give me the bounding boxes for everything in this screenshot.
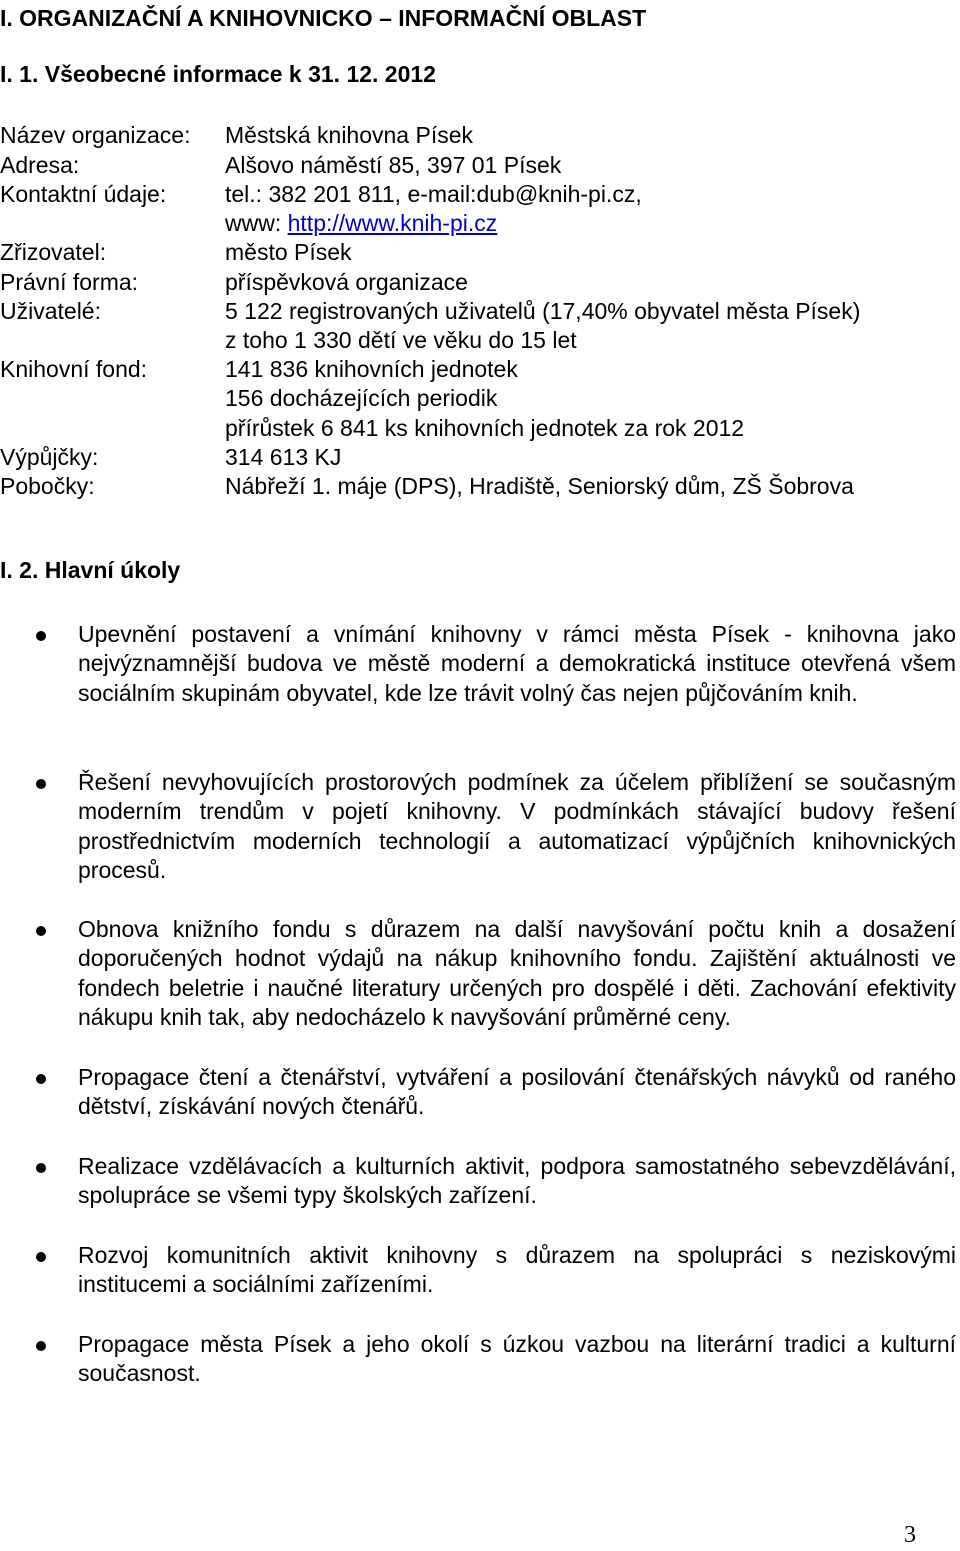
bullet-icon [36, 1074, 46, 1084]
bullet-icon [36, 779, 46, 789]
org-name-label: Název organizace: [0, 122, 191, 148]
task-text: Řešení nevyhovujících prostorových podmínek za účelem přiblížení se současným moderním trendům v pojetí knihovny. V podmínkách stávající budovy řešení prostřednictvím moderních technologií a automatizací výpůjčních knihovnických procesů. [78, 769, 956, 883]
task-text: Obnova knižního fondu s důrazem na další navyšování počtu knih a dosažení doporučených hodnot výdajů na nákup knihovního fondu. Zajištění aktuálnosti ve fondech beletrie i naučné literatury určených pro dospělé i děti. Zachování efektivity nákupu knih tak, aby nedocházelo k navyšování průměrné ceny. [78, 916, 956, 1030]
users-label: Uživatelé: [0, 298, 101, 324]
address-label: Adresa: [0, 152, 80, 178]
users-value-2: z toho 1 330 dětí ve věku do 15 let [225, 327, 577, 353]
bullet-icon [36, 1163, 46, 1173]
web-link[interactable]: http://www.knih-pi.cz [287, 210, 498, 236]
loans-label: Výpůjčky: [0, 444, 99, 470]
address-value: Alšovo náměstí 85, 397 01 Písek [225, 152, 562, 178]
web-prefix: www: [225, 210, 288, 236]
fund-value-1: 141 836 knihovních jednotek [225, 356, 518, 382]
founder-value: město Písek [225, 239, 352, 265]
branches-value: Nábřeží 1. máje (DPS), Hradiště, Seniorský dům, ZŠ Šobrova [225, 473, 854, 499]
legal-form-label: Právní forma: [0, 269, 139, 295]
fund-value-3: přírůstek 6 841 ks knihovních jednotek za rok 2012 [225, 415, 745, 441]
legal-form-value: příspěvková organizace [225, 269, 468, 295]
section-title: I. ORGANIZAČNÍ A KNIHOVNICKO – INFORMAČNÍ OBLAST [0, 5, 647, 31]
founder-label: Zřizovatel: [0, 239, 107, 265]
bullet-icon [36, 1341, 46, 1351]
loans-value: 314 613 KJ [225, 444, 342, 470]
contact-label: Kontaktní údaje: [0, 181, 167, 207]
page-number: 3 [904, 1522, 916, 1548]
task-text: Propagace města Písek a jeho okolí s úzkou vazbou na literární tradici a kulturní současnost. [78, 1331, 956, 1387]
task-text: Propagace čtení a čtenářství, vytváření a posilování čtenářských návyků od raného dětství, získávání nových čtenářů. [78, 1064, 956, 1120]
branches-label: Pobočky: [0, 473, 95, 499]
fund-label: Knihovní fond: [0, 356, 148, 382]
users-value-1: 5 122 registrovaných uživatelů (17,40% obyvatel města Písek) [225, 298, 861, 324]
bullet-icon [36, 631, 46, 641]
web-line [225, 209, 497, 238]
task-text: Upevnění postavení a vnímání knihovny v rámci města Písek - knihovna jako nejvýznamnější budova ve městě moderní a demokratická instituce otevřená všem sociálním skupinám obyvatel, kde lze trávit volný čas nejen půjčováním knih. [78, 621, 956, 706]
subsection-1-title: I. 1. Všeobecné informace k 31. 12. 2012 [0, 61, 436, 87]
bullet-icon [36, 1252, 46, 1262]
task-text: Realizace vzdělávacích a kulturních aktivit, podpora samostatného sebevzdělávání, spolupráce se všemi typy školských zařízení. [78, 1153, 956, 1209]
subsection-2-title: I. 2. Hlavní úkoly [0, 557, 181, 583]
bullet-icon [36, 926, 46, 936]
fund-value-2: 156 docházejících periodik [225, 385, 498, 411]
task-text: Rozvoj komunitních aktivit knihovny s důrazem na spolupráci s neziskovými institucemi a sociálními zařízeními. [78, 1242, 956, 1298]
org-name-value: Městská knihovna Písek [225, 122, 474, 148]
contact-value: tel.: 382 201 811, e-mail:dub@knih-pi.cz, [225, 181, 642, 207]
